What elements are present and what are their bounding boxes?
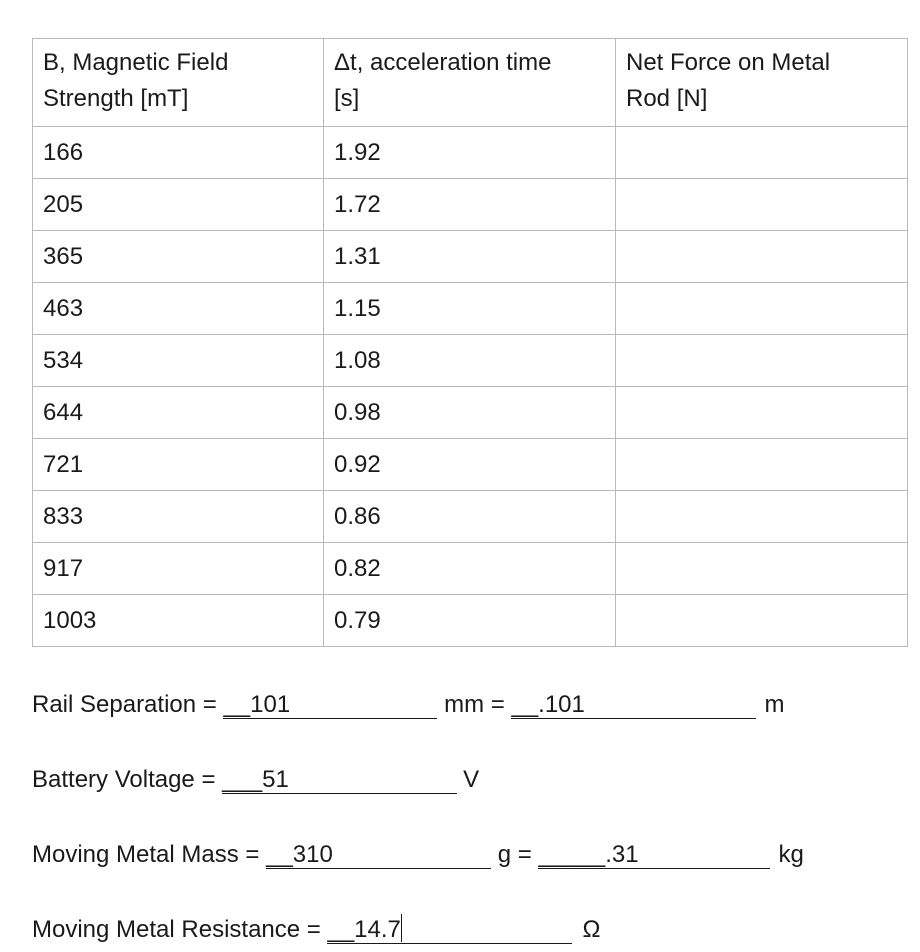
cell-magnetic-field: 721 (33, 439, 324, 491)
battery-voltage-value[interactable]: ___51 (222, 767, 457, 794)
header-magnetic-field (33, 39, 324, 127)
metal-mass-kg-value[interactable]: _____.31 (538, 842, 770, 869)
text-cursor (401, 914, 403, 942)
cell-net-force[interactable] (616, 439, 908, 491)
cell-net-force[interactable] (616, 595, 908, 647)
cell-magnetic-field: 833 (33, 491, 324, 543)
table-header-row (33, 39, 908, 127)
cell-acceleration-time: 1.31 (324, 231, 616, 283)
metal-mass-g-value[interactable]: __310 (266, 842, 491, 869)
cell-acceleration-time: 0.92 (324, 439, 616, 491)
cell-magnetic-field: 534 (33, 335, 324, 387)
data-table (32, 38, 908, 647)
table-row (33, 127, 908, 179)
header-line: Net Force on Metal (626, 49, 831, 76)
table-row (33, 439, 908, 491)
rail-separation-m-value[interactable]: __.101 (511, 692, 756, 719)
table-row (33, 335, 908, 387)
cell-magnetic-field: 166 (33, 127, 324, 179)
table-row (33, 491, 908, 543)
table-row (33, 179, 908, 231)
cell-acceleration-time: 0.79 (324, 595, 616, 647)
cell-magnetic-field: 917 (33, 543, 324, 595)
metal-mass-label: Moving Metal Mass = (32, 841, 267, 868)
header-line: [s] (334, 85, 360, 112)
battery-voltage-label: Battery Voltage = (32, 766, 223, 793)
metal-mass-kg-unit: kg (778, 841, 804, 868)
cell-net-force[interactable] (616, 283, 908, 335)
rail-separation-line (32, 690, 784, 720)
header-line: Strength [mT] (43, 85, 189, 112)
metal-resistance-unit: Ω (582, 916, 601, 943)
cell-net-force[interactable] (616, 491, 908, 543)
cell-acceleration-time: 0.86 (324, 491, 616, 543)
cell-net-force[interactable] (616, 179, 908, 231)
table-row (33, 231, 908, 283)
cell-acceleration-time: 0.82 (324, 543, 616, 595)
metal-resistance-value[interactable] (327, 914, 572, 944)
table-row (33, 283, 908, 335)
cell-net-force[interactable] (616, 127, 908, 179)
cell-magnetic-field: 644 (33, 387, 324, 439)
header-net-force (616, 39, 908, 127)
cell-magnetic-field: 205 (33, 179, 324, 231)
battery-voltage-unit: V (463, 766, 480, 793)
metal-resistance-value-text: __14.7 (327, 916, 401, 943)
cell-net-force[interactable] (616, 387, 908, 439)
cell-net-force[interactable] (616, 543, 908, 595)
battery-voltage-line (32, 765, 479, 795)
rail-separation-mm-unit: mm = (437, 691, 512, 718)
metal-resistance-label: Moving Metal Resistance = (32, 916, 328, 943)
rail-separation-mm-value[interactable]: __101 (223, 692, 437, 719)
header-line: Δt, acceleration time (334, 49, 552, 76)
cell-net-force[interactable] (616, 231, 908, 283)
cell-magnetic-field: 365 (33, 231, 324, 283)
header-acceleration-time (324, 39, 616, 127)
table-row (33, 387, 908, 439)
cell-magnetic-field: 463 (33, 283, 324, 335)
metal-mass-line (32, 840, 804, 870)
header-line: Rod [N] (626, 85, 708, 112)
cell-acceleration-time: 1.08 (324, 335, 616, 387)
cell-magnetic-field: 1003 (33, 595, 324, 647)
table-row (33, 595, 908, 647)
rail-separation-label: Rail Separation = (32, 691, 224, 718)
cell-acceleration-time: 1.92 (324, 127, 616, 179)
table-row (33, 543, 908, 595)
cell-acceleration-time: 1.15 (324, 283, 616, 335)
rail-separation-m-unit: m (764, 691, 785, 718)
cell-acceleration-time: 0.98 (324, 387, 616, 439)
metal-mass-g-unit: g = (491, 841, 539, 868)
cell-net-force[interactable] (616, 335, 908, 387)
metal-resistance-line (32, 914, 600, 945)
cell-acceleration-time: 1.72 (324, 179, 616, 231)
header-line: B, Magnetic Field (43, 49, 229, 76)
